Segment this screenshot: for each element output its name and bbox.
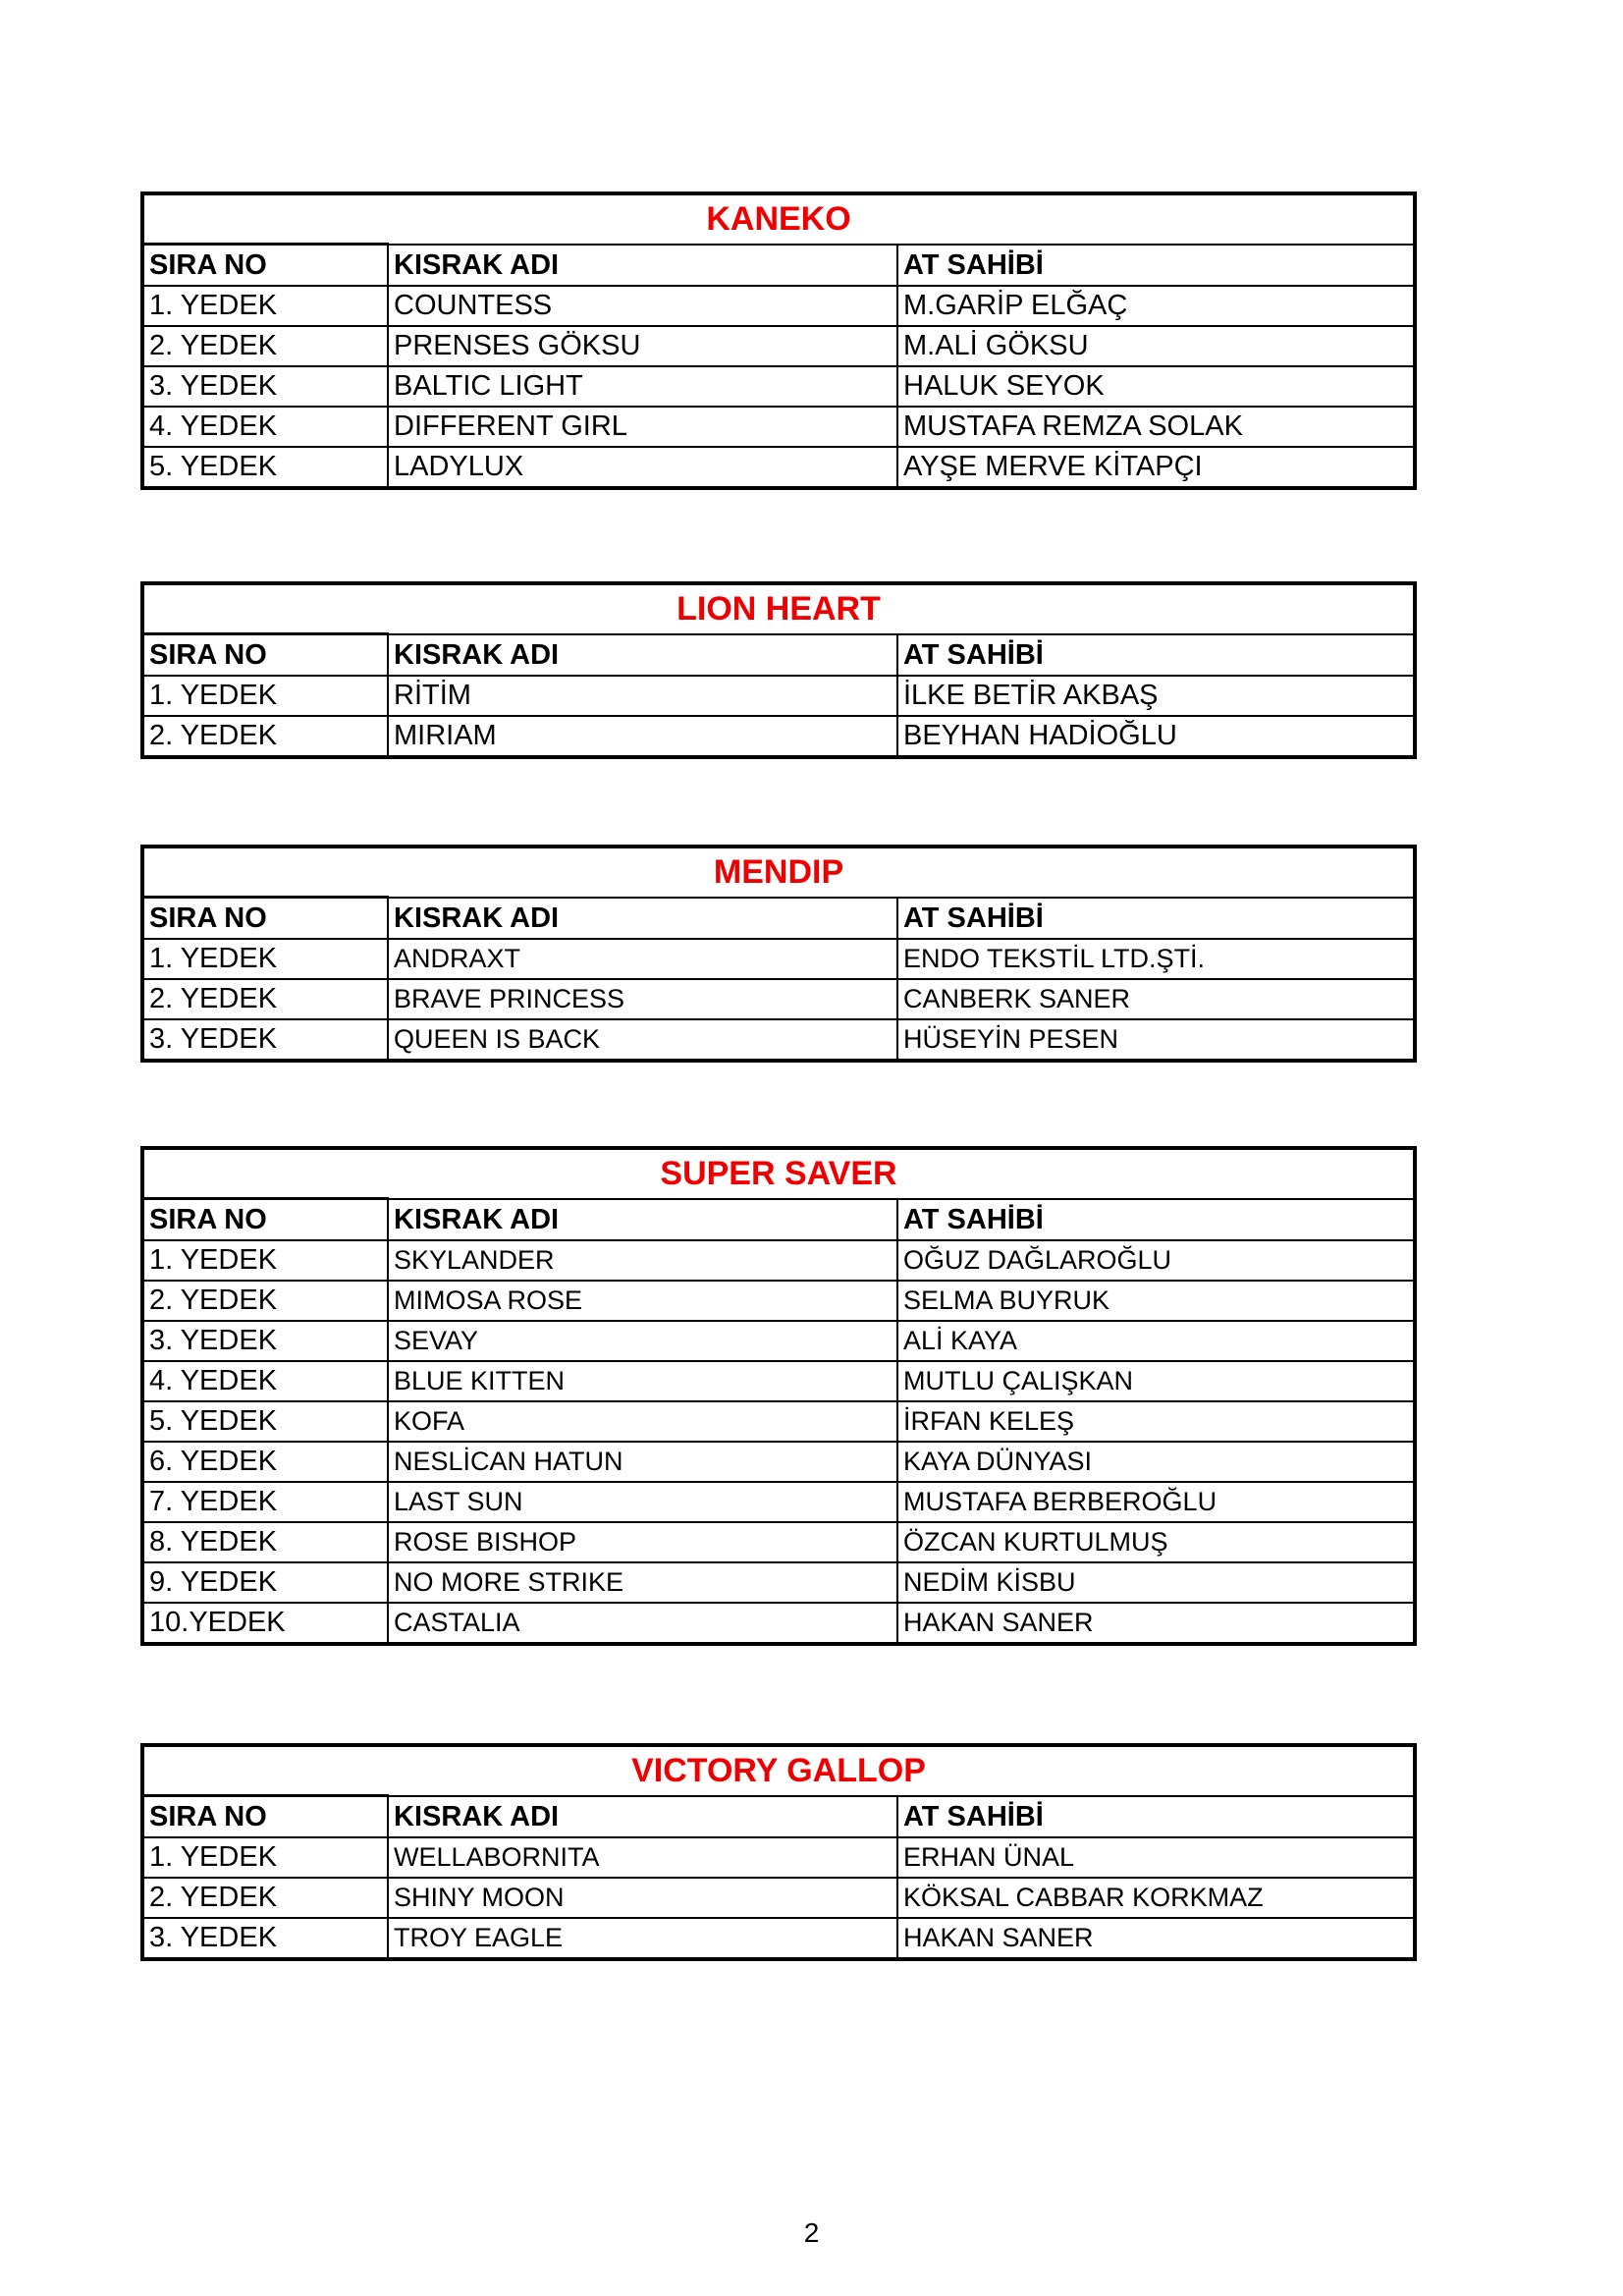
owner-cell: İLKE BETİR AKBAŞ [897,676,1415,716]
header-at-sahibi: AT SAHİBİ [897,245,1415,287]
mare-name-cell: PRENSES GÖKSU [388,326,897,366]
owner-cell: SELMA BUYRUK [897,1281,1415,1321]
table-row [142,366,1415,407]
table-row [142,1562,1415,1603]
rank-cell: 3. YEDEK [142,1918,388,1959]
stallion-table-lion-heart [140,581,1417,759]
stallion-table-super-saver [140,1146,1417,1646]
owner-cell: MUSTAFA BERBEROĞLU [897,1482,1415,1522]
table-row [142,716,1415,757]
rank-cell: 1. YEDEK [142,676,388,716]
mare-name-cell: CASTALIA [388,1603,897,1644]
owner-cell: KAYA DÜNYASI [897,1442,1415,1482]
table-row [142,1401,1415,1442]
header-sira-no: SIRA NO [142,245,388,287]
mare-name-cell: LAST SUN [388,1482,897,1522]
rank-cell: 2. YEDEK [142,1878,388,1918]
owner-cell: HAKAN SANER [897,1603,1415,1644]
table-row [142,1878,1415,1918]
rank-cell: 3. YEDEK [142,1019,388,1061]
header-at-sahibi: AT SAHİBİ [897,898,1415,940]
rank-cell: 4. YEDEK [142,1361,388,1401]
table-row [142,1522,1415,1562]
rank-cell: 2. YEDEK [142,979,388,1019]
owner-cell: ÖZCAN KURTULMUŞ [897,1522,1415,1562]
header-sira-no: SIRA NO [142,898,388,940]
header-kisrak-adi: KISRAK ADI [388,1796,897,1838]
owner-cell: CANBERK SANER [897,979,1415,1019]
rank-cell: 1. YEDEK [142,286,388,326]
header-sira-no: SIRA NO [142,1796,388,1838]
rank-cell: 2. YEDEK [142,326,388,366]
table-row [142,1837,1415,1878]
rank-cell: 10.YEDEK [142,1603,388,1644]
owner-cell: M.ALİ GÖKSU [897,326,1415,366]
rank-cell: 1. YEDEK [142,939,388,979]
mare-name-cell: LADYLUX [388,447,897,488]
mare-name-cell: NO MORE STRIKE [388,1562,897,1603]
table-title: VICTORY GALLOP [142,1745,1415,1796]
header-at-sahibi: AT SAHİBİ [897,634,1415,677]
stallion-table-victory-gallop [140,1743,1417,1961]
mare-name-cell: DIFFERENT GIRL [388,407,897,447]
table-title: SUPER SAVER [142,1148,1415,1199]
table-title: MENDIP [142,847,1415,898]
rank-cell: 5. YEDEK [142,1401,388,1442]
table-row [142,1482,1415,1522]
mare-name-cell: WELLABORNITA [388,1837,897,1878]
page-number: 2 [803,2217,820,2248]
table-row [142,447,1415,488]
table-title: KANEKO [142,193,1415,245]
owner-cell: HALUK SEYOK [897,366,1415,407]
table-row [142,326,1415,366]
header-kisrak-adi: KISRAK ADI [388,634,897,677]
header-sira-no: SIRA NO [142,634,388,677]
table-title: LION HEART [142,583,1415,634]
owner-cell: AYŞE MERVE KİTAPÇI [897,447,1415,488]
table-row [142,979,1415,1019]
owner-cell: NEDİM KİSBU [897,1562,1415,1603]
stallion-table-mendip [140,845,1417,1063]
header-kisrak-adi: KISRAK ADI [388,1199,897,1241]
table-row [142,1442,1415,1482]
mare-name-cell: TROY EAGLE [388,1918,897,1959]
mare-name-cell: RİTİM [388,676,897,716]
rank-cell: 9. YEDEK [142,1562,388,1603]
mare-name-cell: QUEEN IS BACK [388,1019,897,1061]
mare-name-cell: SKYLANDER [388,1240,897,1281]
mare-name-cell: SEVAY [388,1321,897,1361]
owner-cell: HÜSEYİN PESEN [897,1019,1415,1061]
mare-name-cell: NESLİCAN HATUN [388,1442,897,1482]
rank-cell: 4. YEDEK [142,407,388,447]
rank-cell: 1. YEDEK [142,1240,388,1281]
mare-name-cell: BALTIC LIGHT [388,366,897,407]
table-row [142,1019,1415,1061]
rank-cell: 2. YEDEK [142,716,388,757]
rank-cell: 2. YEDEK [142,1281,388,1321]
owner-cell: ENDO TEKSTİL LTD.ŞTİ. [897,939,1415,979]
owner-cell: HAKAN SANER [897,1918,1415,1959]
table-row [142,1321,1415,1361]
mare-name-cell: ANDRAXT [388,939,897,979]
table-row [142,939,1415,979]
mare-name-cell: BRAVE PRINCESS [388,979,897,1019]
mare-name-cell: MIMOSA ROSE [388,1281,897,1321]
owner-cell: BEYHAN HADİOĞLU [897,716,1415,757]
rank-cell: 1. YEDEK [142,1837,388,1878]
table-row [142,1281,1415,1321]
rank-cell: 3. YEDEK [142,366,388,407]
table-row [142,1918,1415,1959]
table-row [142,407,1415,447]
header-sira-no: SIRA NO [142,1199,388,1241]
owner-cell: MUSTAFA REMZA SOLAK [897,407,1415,447]
owner-cell: ERHAN ÜNAL [897,1837,1415,1878]
owner-cell: MUTLU ÇALIŞKAN [897,1361,1415,1401]
mare-name-cell: MIRIAM [388,716,897,757]
owner-cell: İRFAN KELEŞ [897,1401,1415,1442]
header-kisrak-adi: KISRAK ADI [388,898,897,940]
mare-name-cell: KOFA [388,1401,897,1442]
rank-cell: 6. YEDEK [142,1442,388,1482]
owner-cell: ALİ KAYA [897,1321,1415,1361]
table-row [142,676,1415,716]
table-row [142,1240,1415,1281]
stallion-table-kaneko [140,191,1417,490]
owner-cell: M.GARİP ELĞAÇ [897,286,1415,326]
mare-name-cell: ROSE BISHOP [388,1522,897,1562]
header-kisrak-adi: KISRAK ADI [388,245,897,287]
table-row [142,286,1415,326]
mare-name-cell: COUNTESS [388,286,897,326]
owner-cell: KÖKSAL CABBAR KORKMAZ [897,1878,1415,1918]
table-row [142,1603,1415,1644]
rank-cell: 8. YEDEK [142,1522,388,1562]
mare-name-cell: SHINY MOON [388,1878,897,1918]
rank-cell: 5. YEDEK [142,447,388,488]
header-at-sahibi: AT SAHİBİ [897,1796,1415,1838]
rank-cell: 3. YEDEK [142,1321,388,1361]
header-at-sahibi: AT SAHİBİ [897,1199,1415,1241]
table-row [142,1361,1415,1401]
mare-name-cell: BLUE KITTEN [388,1361,897,1401]
owner-cell: OĞUZ DAĞLAROĞLU [897,1240,1415,1281]
rank-cell: 7. YEDEK [142,1482,388,1522]
